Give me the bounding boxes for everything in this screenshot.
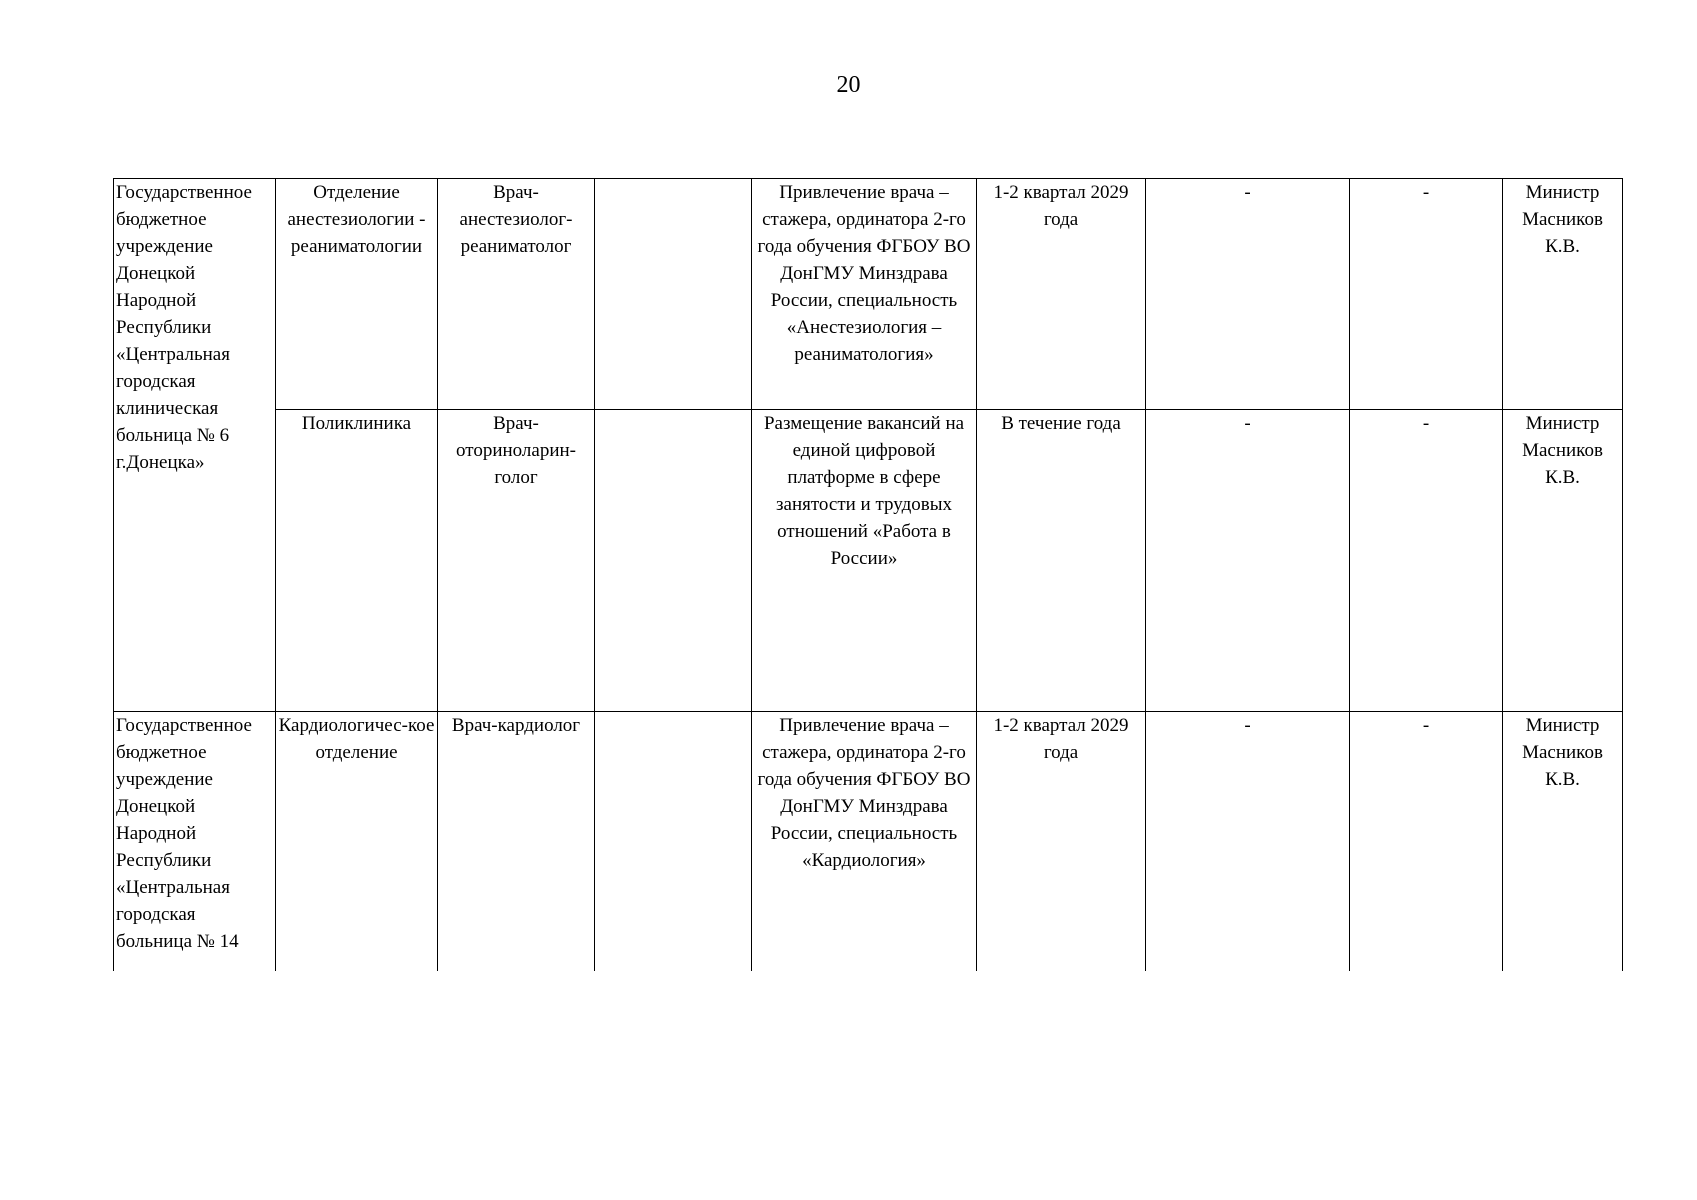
organization-cell: Государственное бюджетное учреждение Донецкой Народной Республики «Центральная городская больница № 14 bbox=[114, 712, 276, 971]
responsible-cell: Министр Масников К.В. bbox=[1503, 179, 1623, 410]
organization-cell: Государственное бюджетное учреждение Донецкой Народной Республики «Центральная городская клиническая больница № 6 г.Донецка» bbox=[114, 179, 276, 712]
term-cell: В течение года bbox=[977, 410, 1146, 712]
empty-cell bbox=[595, 712, 752, 971]
measure-cell: Привлечение врача – стажера, ординатора 2-го года обучения ФГБОУ ВО ДонГМУ Минздрава России, специальность «Кардиология» bbox=[752, 712, 977, 971]
department-cell: Кардиологичес-кое отделение bbox=[276, 712, 438, 971]
term-cell: 1-2 квартал 2029 года bbox=[977, 712, 1146, 971]
table-row bbox=[114, 179, 1623, 410]
value-cell: - bbox=[1350, 712, 1503, 971]
value-cell: - bbox=[1350, 410, 1503, 712]
value-cell: - bbox=[1146, 712, 1350, 971]
position-cell: Врач-анестезиолог-реаниматолог bbox=[438, 179, 595, 410]
table-row bbox=[114, 410, 1623, 712]
measure-cell: Привлечение врача – стажера, ординатора 2-го года обучения ФГБОУ ВО ДонГМУ Минздрава России, специальность «Анестезиология – реаниматология» bbox=[752, 179, 977, 410]
value-cell: - bbox=[1146, 410, 1350, 712]
page-number: 20 bbox=[836, 72, 861, 98]
value-cell: - bbox=[1350, 179, 1503, 410]
term-cell: 1-2 квартал 2029 года bbox=[977, 179, 1146, 410]
measure-cell: Размещение вакансий на единой цифровой платформе в сфере занятости и трудовых отношений «Работа в России» bbox=[752, 410, 977, 712]
position-cell: Врач-оториноларин-голог bbox=[438, 410, 595, 712]
department-cell: Поликлиника bbox=[276, 410, 438, 712]
plan-table bbox=[113, 178, 1623, 971]
table-row bbox=[114, 712, 1623, 971]
empty-cell bbox=[595, 410, 752, 712]
position-cell: Врач-кардиолог bbox=[438, 712, 595, 971]
responsible-cell: Министр Масников К.В. bbox=[1503, 712, 1623, 971]
department-cell: Отделение анестезиологии - реаниматологии bbox=[276, 179, 438, 410]
empty-cell bbox=[595, 179, 752, 410]
value-cell: - bbox=[1146, 179, 1350, 410]
responsible-cell: Министр Масников К.В. bbox=[1503, 410, 1623, 712]
